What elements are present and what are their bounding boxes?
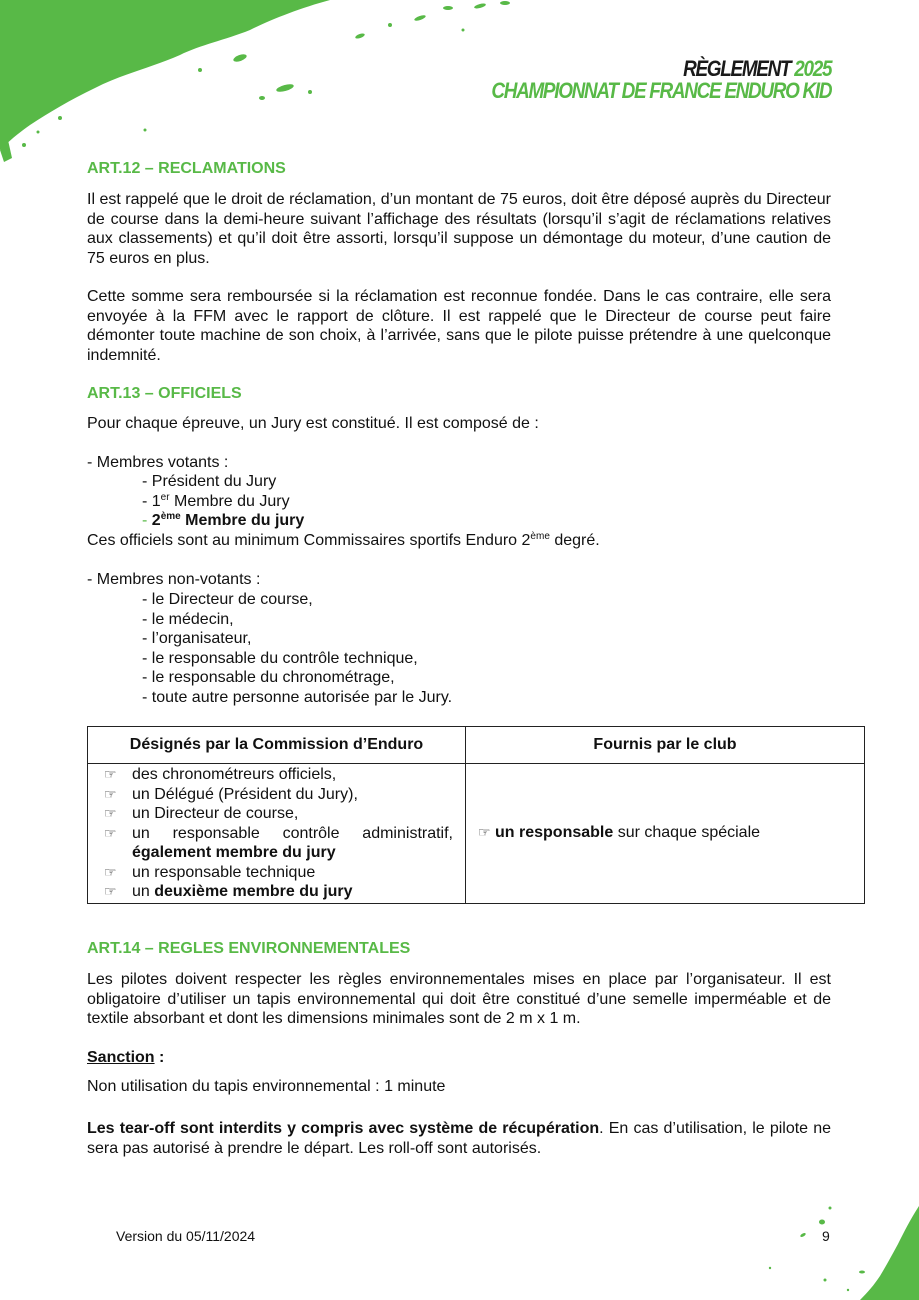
voting-member-3-dash: - xyxy=(142,512,152,529)
officials-note-suffix: degré. xyxy=(549,532,600,549)
header-title-year: 2025 xyxy=(794,56,831,81)
voting-member-1: - Président du Jury xyxy=(142,473,277,490)
voting-member-2 xyxy=(142,492,290,512)
officials-note-prefix: Ces officiels sont au minimum Commissaires sportifs Enduro 2 xyxy=(87,532,531,549)
footer-version: Version du 05/11/2024 xyxy=(116,1228,256,1244)
nonvoting-member: - l’organisateur, xyxy=(142,630,252,647)
club-item-rest: sur chaque spéciale xyxy=(613,824,761,842)
nonvoting-list xyxy=(142,590,452,707)
tearoff-bold: Les tear-off sont interdits y compris avec système de récupération xyxy=(87,1120,600,1137)
table-item-text: un responsable technique xyxy=(132,863,316,881)
table-item-text: des chronométreurs officiels, xyxy=(132,766,337,783)
hand-pointer-icon: ☞ xyxy=(104,863,117,880)
art14-paragraph-1: Les pilotes doivent respecter les règles environnementales mises en place par l’organisateur. Il est obligatoire d’utiliser un tapis environnemental qui doit être constitué d’une semelle imperméable et de textile absorbant et dont les dimensions minimales sont de 2 m x 1 m. xyxy=(87,971,831,1027)
sanction-colon: : xyxy=(154,1049,165,1066)
table-list-item xyxy=(88,804,465,824)
voting-members-label: - Membres votants : xyxy=(87,454,229,471)
nonvoting-members-label: - Membres non-votants : xyxy=(87,571,261,588)
table-list-item xyxy=(88,765,465,785)
sanction-label: Sanction xyxy=(87,1049,155,1066)
voting-member-3-sup: ème xyxy=(160,511,181,522)
art12-paragraph-2: Cette somme sera remboursée si la réclamation est reconnue fondée. Dans le cas contraire, elle sera envoyée à la FFM avec le rapport de clôture. Il est rappelé que le Directeur de course peut faire démonter toute machine de son choix, à l’arrivée, sans que le pilote puisse prétendre à une quelconque indemnité. xyxy=(87,288,831,364)
club-cell xyxy=(466,764,865,904)
table-item-text xyxy=(132,882,465,902)
sanction-heading xyxy=(87,1048,164,1068)
art12-paragraph-1: Il est rappelé que le droit de réclamation, d’un montant de 75 euros, doit être déposé auprès du Directeur de course dans la demi-heure suivant l’affichage des résultats (lorsqu’il s’agit de réclamations relatives aux classements) et qu’il doit être assorti, lorsqu’il suppose un démontage du moteur, d’une caution de 75 euros en plus. xyxy=(87,191,831,267)
nonvoting-member: - le responsable du contrôle technique, xyxy=(142,649,418,667)
hand-pointer-icon: ☞ xyxy=(104,824,117,841)
voting-member-3 xyxy=(142,511,304,531)
voting-member-2-sup: er xyxy=(160,492,170,503)
table-header-commission: Désignés par la Commission d’Enduro xyxy=(88,727,466,764)
voting-member-3-suffix: Membre du jury xyxy=(180,512,305,529)
table-item-second-bold: deuxième membre du jury xyxy=(154,883,353,900)
voting-member-2-suffix: Membre du Jury xyxy=(169,493,290,510)
table-list-item xyxy=(88,863,465,883)
header-title-word: RÈGLEMENT xyxy=(682,56,791,81)
hand-pointer-icon: ☞ xyxy=(104,766,117,782)
header-subtitle: CHAMPIONNAT DE FRANCE ENDURO KID xyxy=(491,78,831,103)
voting-member-3-num: 2 xyxy=(151,512,161,529)
table-list-item xyxy=(88,785,465,805)
footer-splash-decoration xyxy=(750,1200,919,1300)
hand-pointer-icon: ☞ xyxy=(104,785,117,802)
officials-note-sup: ème xyxy=(530,531,550,542)
nonvoting-member: - toute autre personne autorisée par le Jury. xyxy=(142,688,453,706)
table-item-admin-bold: également membre du jury xyxy=(132,844,336,861)
nonvoting-member: - le responsable du chronométrage, xyxy=(142,669,395,686)
nonvoting-member: - le médecin, xyxy=(142,610,234,628)
club-item-bold: un responsable xyxy=(495,824,614,842)
table-item-admin: un responsable contrôle administratif, xyxy=(132,824,453,842)
art13-heading: ART.13 – OFFICIELS xyxy=(87,385,242,402)
hand-pointer-icon: ☞ xyxy=(104,805,117,821)
commission-cell xyxy=(88,764,466,904)
table-item-text: un Directeur de course, xyxy=(132,805,299,822)
tearoff-paragraph xyxy=(87,1119,831,1158)
table-item-text xyxy=(132,824,465,863)
table-item-second-prefix: un xyxy=(132,883,155,900)
nonvoting-member: - le Directeur de course, xyxy=(142,591,313,608)
page-number: 9 xyxy=(822,1228,830,1244)
table-item-text: un Délégué (Président du Jury), xyxy=(132,785,358,803)
hand-pointer-icon: ☞ xyxy=(478,824,491,841)
table-list-item xyxy=(88,882,465,902)
table-list-item xyxy=(88,824,465,863)
art12-heading: ART.12 – RECLAMATIONS xyxy=(87,160,286,177)
art14-heading: ART.14 – REGLES ENVIRONNEMENTALES xyxy=(87,940,411,957)
officials-degree-note xyxy=(87,531,600,551)
table-header-club: Fournis par le club xyxy=(466,727,865,764)
officials-table xyxy=(87,726,865,904)
hand-pointer-icon: ☞ xyxy=(104,883,117,899)
sanction-text: Non utilisation du tapis environnemental : 1 minute xyxy=(87,1078,446,1095)
tearoff-rest: . En cas d’utilisation, le pilote ne sera pas autorisé à prendre le départ. Les roll-off sont autorisés. xyxy=(87,1120,832,1157)
header-splash-decoration xyxy=(0,0,530,170)
art13-intro: Pour chaque épreuve, un Jury est constitué. Il est composé de : xyxy=(87,415,539,432)
voting-member-2-prefix: - 1 xyxy=(142,493,161,510)
